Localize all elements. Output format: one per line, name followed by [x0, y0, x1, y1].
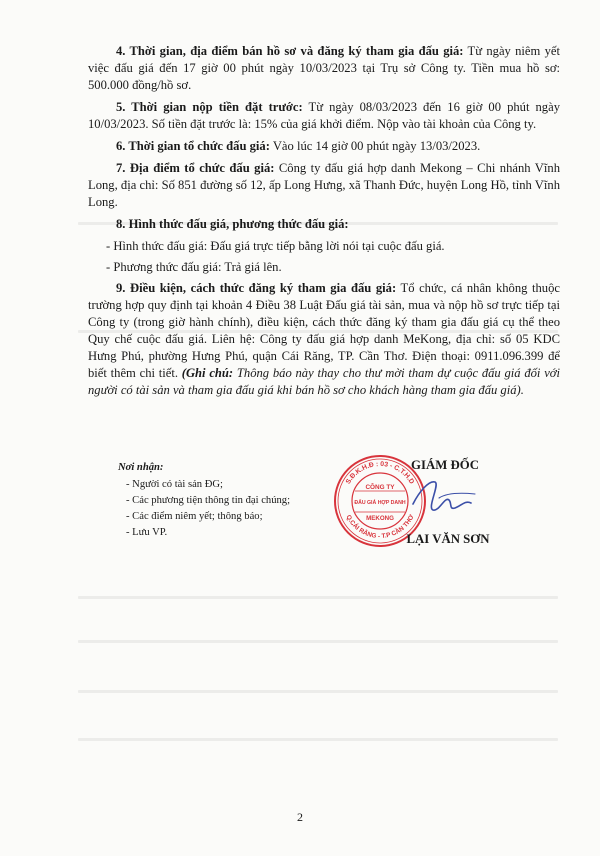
- bleed-through-line: [78, 640, 558, 643]
- svg-text:MEKONG: MEKONG: [366, 515, 394, 522]
- recipients-heading: Nơi nhận:: [118, 462, 164, 473]
- page-number: 2: [297, 810, 303, 824]
- method-line-form: - Hình thức đấu giá: Đấu giá trực tiếp bằng lời nói tại cuộc đấu giá.: [106, 239, 445, 253]
- signer-title: GIÁM ĐỐC: [411, 458, 479, 472]
- item-9: 9. Điều kiện, cách thức đăng ký tham gia đấu giá: Tổ chức, cá nhân không thuộc trường hợp quy định tại khoản 4 Điều 38 Luật Đấu giá tài sản, mua và nộp hồ sơ trực tiếp tại Công ty (trong giờ hành chính), điều kiện, cách thức đăng ký tham gia đấu giá cụ thể theo Quy chế cuộc đấu giá. Liên hệ: Công ty đấu giá hợp danh MeKong, địa chỉ: số 05 KDC Hưng Phú, phường Hưng Phú, quận Cái Răng, TP. Cần Thơ. Điện thoại: 0911.096.399 để biết thêm chi tiết. (Ghi chú: Thông báo này thay cho thư mời tham dự cuộc đấu giá đối với người có tài sản và tham gia đấu giá khi bán hồ sơ cho khách hàng tham gia đấu giá).: [88, 281, 561, 397]
- item-6: 6. Thời gian tổ chức đấu giá: Vào lúc 14 giờ 00 phút ngày 13/03/2023.: [116, 139, 481, 153]
- svg-text:Q.CÁI RĂNG - T.P CẦN THƠ: Q.CÁI RĂNG - T.P CẦN THƠ: [344, 513, 416, 541]
- bleed-through-line: [78, 596, 558, 599]
- method-line-bidding: - Phương thức đấu giá: Trả giá lên.: [106, 260, 282, 274]
- signature-icon: [405, 470, 480, 518]
- item-7: 7. Địa điểm tổ chức đấu giá: Công ty đấu giá hợp danh Mekong – Chi nhánh Vĩnh Long, địa chỉ: Số 851 đường số 12, ấp Long Hưng, xã Thanh Đức, huyện Long Hồ, tỉnh Vĩnh Long.: [88, 161, 560, 209]
- svg-text:CÔNG TY: CÔNG TY: [365, 484, 395, 491]
- svg-text:S.Đ.K.H.Đ : 03 - C.T.H.D: S.Đ.K.H.Đ : 03 - C.T.H.D: [344, 460, 416, 486]
- item-8: 8. Hình thức đấu giá, phương thức đấu giá:: [116, 217, 349, 231]
- notice-body: [88, 43, 560, 404]
- bleed-through-line: [78, 738, 558, 741]
- item-4: 4. Thời gian, địa điểm bán hồ sơ và đăng ký tham gia đấu giá: Từ ngày niêm yết việc đấu giá đến 17 giờ 00 phút ngày 10/03/2023 tại Trụ sở Công ty. Tiền mua hồ sơ: 500.000 đồng/hồ sơ.: [88, 44, 560, 92]
- svg-text:ĐẤU GIÁ HỢP DANH: ĐẤU GIÁ HỢP DANH: [354, 500, 406, 506]
- signer-name: LẠI VĂN SƠN: [406, 532, 490, 546]
- item-5: 5. Thời gian nộp tiền đặt trước: Từ ngày 08/03/2023 đến 16 giờ 00 phút ngày 10/03/2023. Số tiền đặt trước là: 15% của giá khởi điểm. Nộp vào tài khoản của Công ty.: [88, 100, 560, 131]
- bleed-through-line: [78, 690, 558, 693]
- recipient-item: - Người có tài sản ĐG;: [126, 479, 223, 490]
- recipients-block: [118, 460, 338, 541]
- note-text: Thông báo này thay cho thư mời tham dự cuộc đấu giá đối với người có tài sản và tham gia đấu giá khi bán hồ sơ cho khách hàng tham gia đấu giá).: [88, 366, 561, 397]
- note-label: (Ghi chú:: [181, 366, 234, 380]
- recipient-item: - Các điểm niêm yết; thông báo;: [126, 511, 263, 522]
- recipient-item: - Lưu VP.: [126, 527, 168, 538]
- recipient-item: - Các phương tiện thông tin đại chúng;: [126, 495, 291, 506]
